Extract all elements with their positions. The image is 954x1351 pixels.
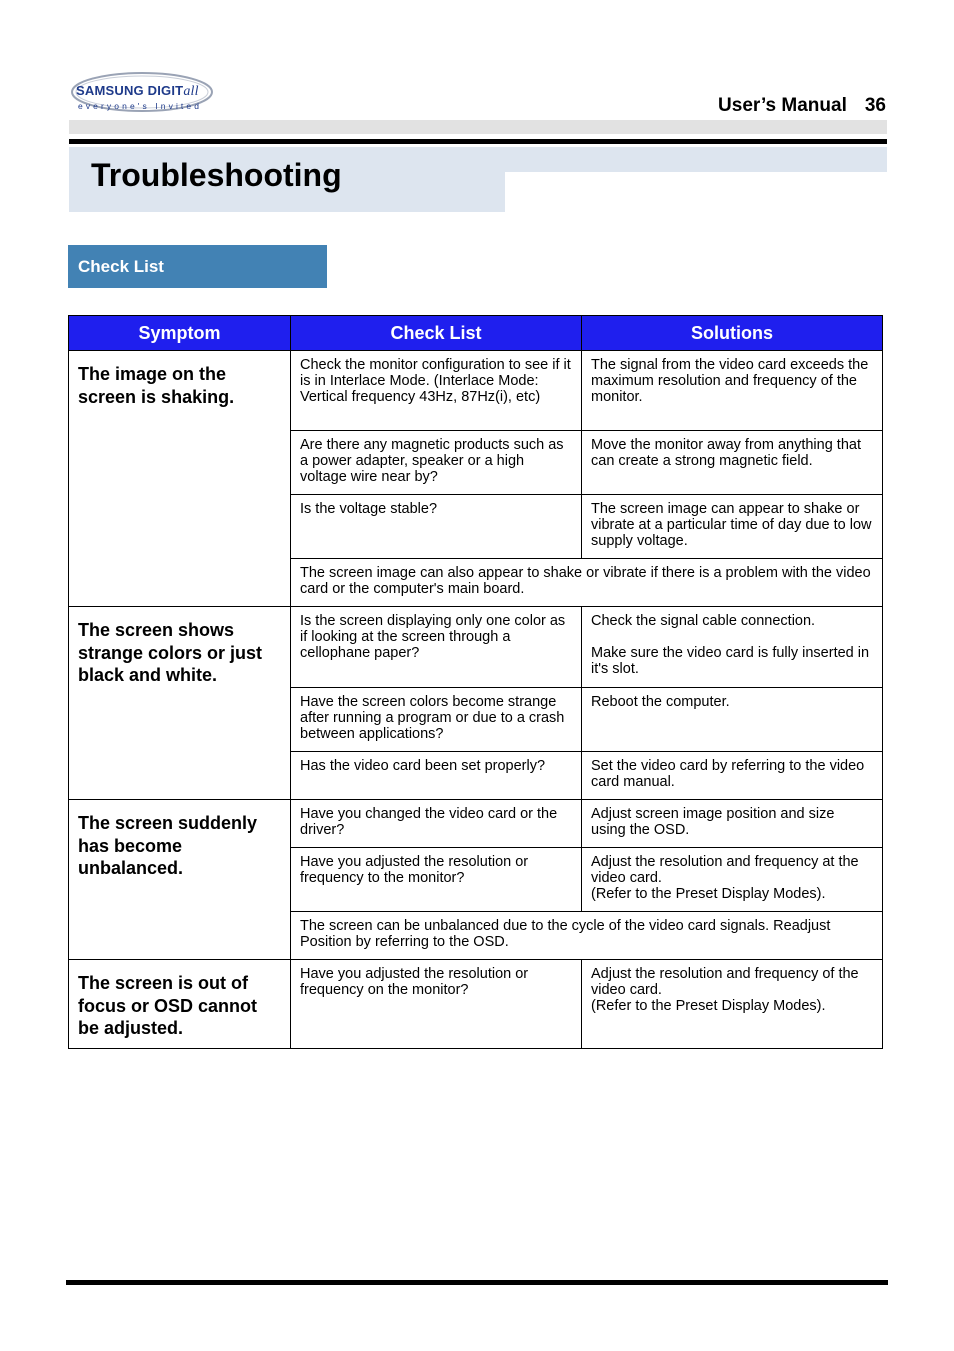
check-cell: Is the screen displaying only one color as if looking at the screen through a cellophane paper? (291, 607, 582, 688)
table-row (69, 607, 883, 688)
check-cell: Have you adjusted the resolution or frequency on the monitor? (291, 960, 582, 1049)
solution-text: Make sure the video card is fully inserted in it's slot. (591, 645, 870, 677)
table-row (69, 960, 883, 1049)
manual-header (718, 95, 886, 117)
solution-cell: Set the video card by referring to the video card manual. (582, 752, 883, 800)
note-cell: The screen image can also appear to shake or vibrate if there is a problem with the video card or the computer's main board. (291, 559, 883, 607)
solution-cell: The signal from the video card exceeds the maximum resolution and frequency of the monitor. (582, 351, 883, 431)
solution-text: Adjust the resolution and frequency at the video card. (591, 854, 859, 886)
solution-cell: Adjust screen image position and size using the OSD. (582, 800, 883, 848)
header-grey-bar (69, 120, 887, 134)
section-title: Check List (78, 257, 164, 276)
solution-text: Check the signal cable connection. (591, 613, 816, 629)
solution-cell: Move the monitor away from anything that can create a strong magnetic field. (582, 431, 883, 495)
table-header-row (69, 316, 883, 351)
page-title: Troubleshooting (91, 157, 342, 193)
table-row (69, 800, 883, 848)
check-cell: Have you adjusted the resolution or frequency to the monitor? (291, 848, 582, 912)
header-solutions: Solutions (582, 316, 883, 351)
check-cell: Have you changed the video card or the driver? (291, 800, 582, 848)
header-check-list: Check List (291, 316, 582, 351)
footer-divider (66, 1280, 888, 1285)
check-cell: Are there any magnetic products such as a power adapter, speaker or a high voltage wire near by? (291, 431, 582, 495)
symptom-cell: The screen suddenly has become unbalanced. (69, 800, 291, 960)
troubleshooting-table (68, 315, 883, 1049)
solution-cell: Reboot the computer. (582, 688, 883, 752)
logo-brand: SAMSUNG DIGITall (76, 83, 199, 99)
check-cell: Have the screen colors become strange after running a program or due to a crash between applications? (291, 688, 582, 752)
solution-cell: The screen image can appear to shake or vibrate at a particular time of day due to low supply voltage. (582, 495, 883, 559)
note-cell: The screen can be unbalanced due to the cycle of the video card signals. Readjust Position by referring to the OSD. (291, 912, 883, 960)
check-cell: Check the monitor configuration to see if it is in Interlace Mode. (Interlace Mode: Vertical frequency 43Hz, 87Hz(i), etc) (291, 351, 582, 431)
section-header (68, 245, 327, 288)
header-divider (69, 139, 887, 144)
solution-text: (Refer to the Preset Display Modes). (591, 886, 826, 902)
page-number: 36 (864, 95, 886, 116)
check-cell: Has the video card been set properly? (291, 752, 582, 800)
symptom-cell: The screen is out of focus or OSD cannot be adjusted. (69, 960, 291, 1049)
manual-label: User’s Manual (718, 95, 847, 116)
symptom-cell: The screen shows strange colors or just black and white. (69, 607, 291, 800)
solution-text: Adjust the resolution and frequency of the video card. (591, 966, 859, 998)
logo-tagline: everyone's Invited (78, 101, 203, 111)
header-symptom: Symptom (69, 316, 291, 351)
check-cell: Is the voltage stable? (291, 495, 582, 559)
solution-text: (Refer to the Preset Display Modes). (591, 998, 826, 1014)
solution-cell (582, 960, 883, 1049)
table-row (69, 351, 883, 431)
title-band (69, 147, 887, 212)
solution-cell (582, 607, 883, 688)
symptom-cell: The image on the screen is shaking. (69, 351, 291, 607)
samsung-logo (70, 70, 215, 116)
solution-cell (582, 848, 883, 912)
